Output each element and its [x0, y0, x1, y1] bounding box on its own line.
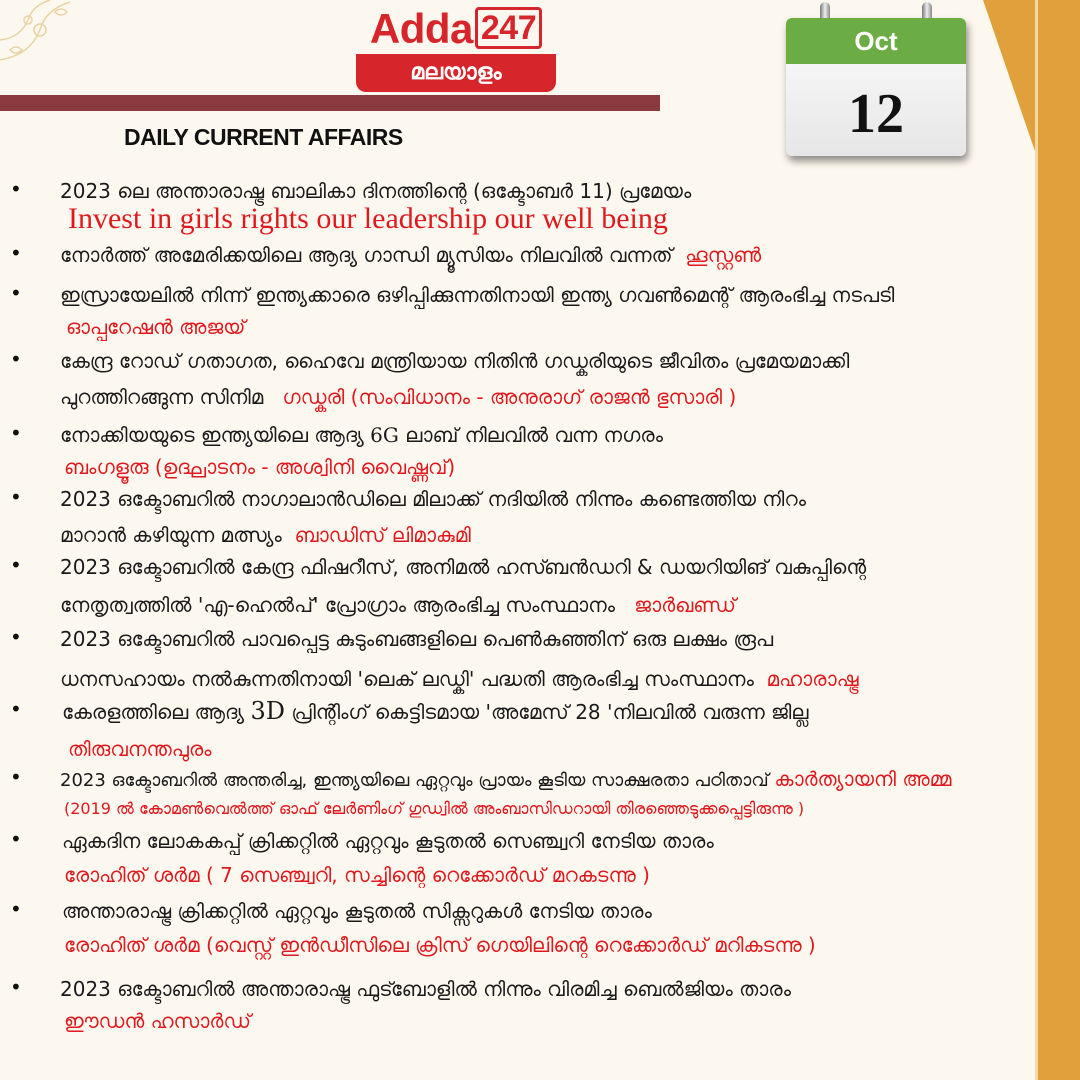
bullet: • — [10, 177, 22, 201]
answer-text: ഹൂസ്റ്റൺ — [685, 243, 762, 267]
question-part: കേരളത്തിലെ ആദ്യ — [62, 700, 245, 724]
bullet: • — [10, 897, 22, 921]
bullet: • — [10, 421, 22, 445]
bullet: • — [10, 827, 22, 851]
question-body: നേതൃത്വത്തിൽ 'എ-ഹെൽപ്' പ്രോഗ്രാം ആരംഭിച്ച സംസ്ഥാനം — [60, 593, 616, 617]
bullet: • — [10, 241, 22, 265]
bullet: • — [10, 697, 22, 721]
header-bar — [0, 95, 660, 111]
question-part: ലാബ് നിലവിൽ വന്ന നഗരം — [405, 423, 663, 447]
stripe-notch — [983, 0, 1038, 160]
bullet: • — [10, 765, 22, 789]
bullet: • — [10, 485, 22, 509]
answer-text: ബാഡിസ് ലിമാകുമി — [294, 523, 471, 547]
question-text: 2023 ഒക്ടോബറിൽ കേന്ദ്ര ഫിഷറീസ്, അനിമൽ ഹസ്ബൻഡറി & ഡയറിയിങ് വകുപ്പിന്റെ — [60, 555, 867, 579]
answer-text: ജാർഖണ്ഡ് — [634, 593, 736, 617]
question-body: നോർത്ത് അമേരിക്കയിലെ ആദ്യ ഗാന്ധി മ്യൂസിയം നിലവിൽ വന്നത് — [60, 243, 673, 267]
answer-text: ഈഡൻ ഹസാർഡ് — [64, 1009, 251, 1033]
question-tech-term: 3D — [250, 697, 285, 725]
answer-text: ഓപ്പറേഷൻ അജയ് — [66, 315, 246, 339]
question-tech-term: 6G — [370, 423, 399, 447]
question-text: 2023 ഒക്ടോബറിൽ അന്താരാഷ്ട്ര ഫുട്ബോളിൽ നിന്നും വിരമിച്ച ബെൽജിയം താരം — [60, 977, 791, 1001]
bullet: • — [10, 281, 22, 305]
logo-number: 247 — [475, 7, 542, 49]
question-text-cont — [60, 590, 736, 620]
question-text: അന്താരാഷ്ട്ര ക്രിക്കറ്റിൽ ഏറ്റവും കൂടുതൽ സിക്സറുകൾ നേടിയ താരം — [62, 899, 652, 923]
question-body: മാറാൻ കഴിയുന്ന മത്സ്യം — [60, 523, 282, 547]
corner-ornament — [0, 0, 95, 70]
answer-text: രോഹിത് ശർമ (വെസ്റ്റ് ഇൻഡീസിലെ ക്രിസ് ഗെയിലിന്റെ റെക്കോർഡ് മറികടന്നു ) — [64, 933, 816, 957]
bullet: • — [10, 625, 22, 649]
logo-wordmark — [353, 6, 559, 52]
answer-text: മഹാരാഷ്ട്ര — [766, 667, 859, 691]
question-text — [62, 696, 809, 727]
question-part: നോക്കിയയുടെ ഇന്ത്യയിലെ ആദ്യ — [60, 423, 364, 447]
logo-language-badge: മലയാളം — [356, 54, 556, 92]
question-text: 2023 ലെ അന്താരാഷ്ട്ര ബാലികാ ദിനത്തിന്റെ (ഒക്ടോബർ 11) പ്രമേയം — [60, 179, 692, 203]
page-title: DAILY CURRENT AFFAIRS — [124, 124, 403, 150]
bullet: • — [10, 975, 22, 999]
question-part: പ്രിന്റിംഗ് കെട്ടിടമായ 'അമേസ് 28 'നിലവിൽ വരുന്ന ജില്ല — [291, 700, 809, 724]
question-text — [60, 240, 761, 270]
right-accent-stripe — [1035, 0, 1080, 1080]
answer-text: രോഹിത് ശർമ ( 7 സെഞ്ച്വറി, സച്ചിന്റെ റെക്കോർഡ് മറകടന്നു ) — [64, 863, 650, 887]
question-body: പുറത്തിറങ്ങുന്ന സിനിമ — [60, 385, 264, 409]
question-body: ധനസഹായം നൽകുന്നതിനായി 'ലെക് ലഡ്കി' പദ്ധതി ആരംഭിച്ച സംസ്ഥാനം — [60, 667, 754, 691]
calendar-month: Oct — [786, 18, 966, 64]
answer-text: ഗഡ്കരി (സംവിധാനം - അനുരാഗ് രാജൻ ഭുസാരി ) — [282, 385, 737, 409]
answer-text: തിരുവനന്തപുരം — [68, 737, 212, 761]
brand-logo — [353, 6, 559, 92]
question-text-cont — [60, 382, 736, 412]
bullet: • — [10, 553, 22, 577]
calendar-day: 12 — [848, 83, 904, 145]
question-body: 2023 ഒക്ടോബറിൽ അന്തരിച്ച, ഇന്ത്യയിലെ ഏറ്റവും പ്രായം കൂടിയ സാക്ഷരതാ പഠിതാവ് — [60, 770, 769, 791]
answer-text: ബംഗളൂരു (ഉദ്ഘാടനം - അശ്വിനി വൈഷ്ണവ്) — [64, 455, 456, 479]
question-text: 2023 ഒക്ടോബറിൽ നാഗാലാൻഡിലെ മിലാക്ക് നദിയിൽ നിന്നും കണ്ടെത്തിയ നിറം — [60, 487, 807, 511]
logo-name: Adda — [369, 5, 473, 52]
calendar-icon — [786, 18, 966, 156]
question-text: ഇസ്രായേലിൽ നിന്ന് ഇന്ത്യക്കാരെ ഒഴിപ്പിക്കുന്നതിനായി ഇന്ത്യ ഗവൺമെന്റ് ആരംഭിച്ച നടപടി — [60, 283, 895, 307]
question-text-cont — [60, 664, 859, 694]
question-text-cont — [60, 520, 471, 550]
question-text: കേന്ദ്ര റോഡ് ഗതാഗത, ഹൈവേ മന്ത്രിയായ നിതിൻ ഗഡ്കരിയുടെ ജീവിതം പ്രമേയമാക്കി — [60, 349, 850, 373]
answer-text: Invest in girls rights our leadership our well being — [68, 202, 668, 235]
question-text — [60, 764, 951, 796]
question-text — [60, 420, 663, 450]
answer-text: കാർത്യായനി അമ്മ — [774, 767, 952, 791]
question-text: 2023 ഒക്ടോബറിൽ പാവപ്പെട്ട കുടുംബങ്ങളിലെ പെൺകുഞ്ഞിന് ഒരു ലക്ഷം രൂപ — [60, 627, 774, 651]
answer-note: (2019 ൽ കോമൺവെൽത്ത് ഓഫ് ലേർണിംഗ് ഗുഡ്വിൽ അംബാസിഡറായി തിരഞ്ഞെടുക്കപ്പെട്ടിരുന്നു ) — [64, 799, 805, 818]
question-text: ഏകദിന ലോകകപ്പ് ക്രിക്കറ്റിൽ ഏറ്റവും കൂടുതൽ സെഞ്ച്വറി നേടിയ താരം — [62, 829, 714, 853]
bullet: • — [10, 347, 22, 371]
